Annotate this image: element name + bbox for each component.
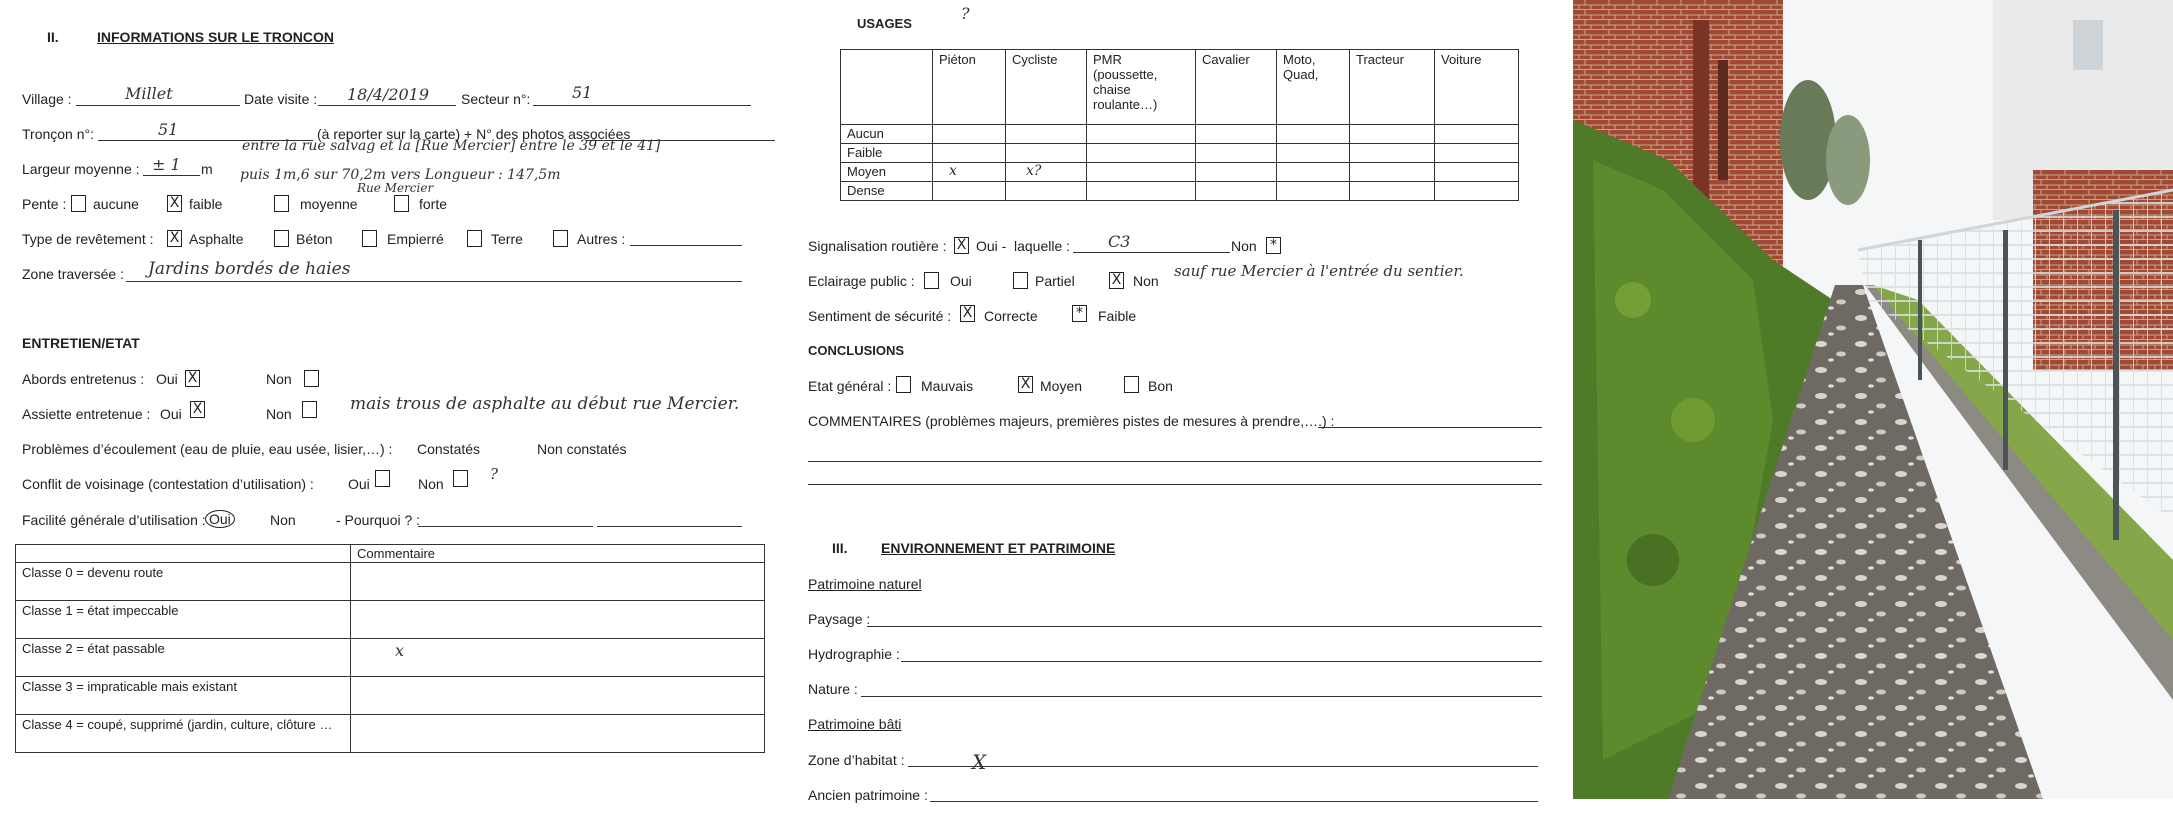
etat-mauvais-label: Mauvais xyxy=(921,378,974,394)
eclairage-handwritten-note: sauf rue Mercier à l'entrée du sentier. xyxy=(1174,262,1464,280)
usages-cell[interactable] xyxy=(1435,125,1519,144)
signal-non-label: Non xyxy=(1231,238,1257,254)
date-label: Date visite : xyxy=(244,91,318,107)
signal-value[interactable]: C3 xyxy=(1108,232,1131,251)
etat-bon-checkbox[interactable] xyxy=(1124,376,1139,393)
section-title: INFORMATIONS SUR LE TRONCON xyxy=(97,29,334,45)
abords-non-label: Non xyxy=(266,371,292,387)
usages-cell[interactable] xyxy=(1006,144,1087,163)
revetement-autres-label: Autres : xyxy=(577,231,626,247)
securite-faible-checkbox[interactable]: * xyxy=(1072,305,1087,322)
etat-mauvais-checkbox[interactable] xyxy=(896,376,911,393)
usages-cell[interactable] xyxy=(1006,182,1087,201)
usages-handwritten-question: ? xyxy=(961,4,970,23)
usages-col-cycliste: Cycliste xyxy=(1006,50,1087,125)
usages-header-empty xyxy=(841,50,933,125)
revetement-asphalte-checkbox[interactable]: X xyxy=(167,230,182,247)
pente-forte-label: forte xyxy=(419,196,448,212)
commentaires-label: COMMENTAIRES (problèmes majeurs, premières pistes de mesures à prendre,….) : xyxy=(808,413,1335,429)
usages-cell[interactable] xyxy=(1350,144,1435,163)
signal-oui-checkbox[interactable]: X xyxy=(954,237,969,254)
table-row xyxy=(841,125,1519,144)
revetement-terre-checkbox[interactable] xyxy=(467,230,482,247)
ancien-label: Ancien patrimoine : xyxy=(808,787,928,803)
table-row xyxy=(16,563,765,601)
usages-col-tracteur: Tracteur xyxy=(1350,50,1435,125)
usages-col-voiture: Voiture xyxy=(1435,50,1519,125)
largeur-label: Largeur moyenne : xyxy=(22,161,140,177)
patrimoine-naturel-title: Patrimoine naturel xyxy=(808,576,922,592)
usages-col-pmr: PMR (poussette, chaise roulante…) xyxy=(1087,50,1196,125)
ancien-line[interactable] xyxy=(930,801,1538,802)
abords-label: Abords entretenus : xyxy=(22,371,145,387)
assiette-non-checkbox[interactable] xyxy=(302,401,317,418)
usages-cell[interactable] xyxy=(1277,125,1350,144)
usages-table xyxy=(840,49,1519,201)
class-comment[interactable] xyxy=(351,563,765,601)
pente-moyenne-label: moyenne xyxy=(300,196,358,212)
table-row xyxy=(841,144,1519,163)
paysage-label: Paysage : xyxy=(808,611,871,627)
usages-cell[interactable] xyxy=(933,125,1006,144)
secteur-label: Secteur n°: xyxy=(461,91,531,107)
usages-cell[interactable] xyxy=(1350,125,1435,144)
usages-cell[interactable] xyxy=(1350,182,1435,201)
usages-row-label: Moyen xyxy=(841,163,933,182)
table-row xyxy=(841,163,1519,182)
class-label: Classe 1 = état impeccable xyxy=(16,601,351,639)
village-label: Village : xyxy=(22,91,72,107)
patrimoine-bati-title: Patrimoine bâti xyxy=(808,716,902,732)
assiette-non-label: Non xyxy=(266,406,292,422)
securite-faible-label: Faible xyxy=(1098,308,1137,324)
section-number: II. xyxy=(47,29,59,45)
nature-line[interactable] xyxy=(861,696,1542,697)
village-value[interactable]: Millet xyxy=(125,84,173,103)
zone-label: Zone traversée : xyxy=(22,266,124,282)
class-comment[interactable] xyxy=(351,601,765,639)
usages-cell[interactable] xyxy=(1277,182,1350,201)
paysage-line[interactable] xyxy=(867,626,1542,627)
usages-cell[interactable]: x? xyxy=(1006,163,1087,182)
usages-cell[interactable] xyxy=(1006,125,1087,144)
signal-label: Signalisation routière : xyxy=(808,238,947,254)
revetement-beton-label: Béton xyxy=(296,231,333,247)
eclairage-label: Eclairage public : xyxy=(808,273,915,289)
securite-label: Sentiment de sécurité : xyxy=(808,308,952,324)
table-row xyxy=(841,182,1519,201)
assiette-oui-checkbox[interactable]: X xyxy=(190,401,205,418)
usages-cell[interactable] xyxy=(933,182,1006,201)
securite-correcte-checkbox[interactable]: X xyxy=(960,305,975,322)
facilite-oui-option[interactable]: Oui xyxy=(205,510,235,528)
abords-oui-label: Oui xyxy=(156,371,178,387)
class-table-header-comment: Commentaire xyxy=(351,545,765,563)
table-row xyxy=(16,601,765,639)
troncon-label: Tronçon n°: xyxy=(22,126,95,142)
usages-cell[interactable]: x xyxy=(933,163,1006,182)
usages-cell[interactable] xyxy=(1087,182,1196,201)
pente-label: Pente : xyxy=(22,196,67,212)
conflit-oui-label: Oui xyxy=(348,476,370,492)
commentaires-line[interactable] xyxy=(1318,427,1542,428)
pente-faible-label: faible xyxy=(189,196,223,212)
revetement-asphalte-label: Asphalte xyxy=(189,231,244,247)
commentaires-line[interactable] xyxy=(808,484,1542,485)
eclairage-partiel-label: Partiel xyxy=(1035,273,1075,289)
class-table xyxy=(15,544,765,753)
eclairage-non-label: Non xyxy=(1133,273,1159,289)
usages-row-label: Dense xyxy=(841,182,933,201)
habitat-label: Zone d’habitat : xyxy=(808,752,905,768)
class-comment[interactable]: x xyxy=(351,639,765,677)
facilite-label: Facilité générale d’utilisation : xyxy=(22,512,206,528)
facilite-pourquoi-label: - Pourquoi ? : xyxy=(336,512,421,528)
usages-cell[interactable] xyxy=(1435,163,1519,182)
entretien-title: ENTRETIEN/ETAT xyxy=(22,335,140,351)
etat-moyen-label: Moyen xyxy=(1040,378,1083,394)
pente-aucune-label: aucune xyxy=(93,196,139,212)
revetement-autres-checkbox[interactable] xyxy=(553,230,568,247)
habitat-line[interactable] xyxy=(908,766,1538,767)
etat-label: Etat général : xyxy=(808,378,892,394)
usages-cell[interactable] xyxy=(1277,144,1350,163)
eclairage-oui-checkbox[interactable] xyxy=(924,272,939,289)
eclairage-non-checkbox[interactable]: X xyxy=(1109,272,1124,289)
largeur-handwritten-note-2: Rue Mercier xyxy=(357,181,434,195)
usages-row-label: Faible xyxy=(841,144,933,163)
commentaires-line[interactable] xyxy=(808,461,1542,462)
signal-oui-label: Oui - xyxy=(976,238,1007,254)
usages-cell[interactable] xyxy=(1196,182,1277,201)
eclairage-oui-label: Oui xyxy=(950,273,972,289)
table-row xyxy=(16,677,765,715)
conflit-non-checkbox[interactable] xyxy=(453,470,468,487)
ecoulement-non-constates[interactable]: Non constatés xyxy=(537,441,627,457)
usages-row-label: Aucun xyxy=(841,125,933,144)
usages-cell[interactable] xyxy=(1435,182,1519,201)
pente-faible-checkbox[interactable]: X xyxy=(167,195,182,212)
usages-cell[interactable] xyxy=(933,144,1006,163)
path-photo xyxy=(1573,0,2173,799)
ecoulement-constates[interactable]: Constatés xyxy=(417,441,481,457)
troncon-note: (à reporter sur la carte) + N° des photos associées xyxy=(317,126,631,142)
revetement-beton-checkbox[interactable] xyxy=(274,230,289,247)
pente-aucune-checkbox[interactable] xyxy=(71,195,86,212)
etat-bon-label: Bon xyxy=(1148,378,1173,394)
usages-cell[interactable] xyxy=(1277,163,1350,182)
revetement-empierre-label: Empierré xyxy=(387,231,444,247)
assiette-handwritten-note: mais trous de asphalte au début rue Mercier. xyxy=(350,394,740,414)
assiette-oui-label: Oui xyxy=(160,406,182,422)
table-row xyxy=(16,715,765,753)
facilite-non-option[interactable]: Non xyxy=(270,512,296,528)
usages-cell[interactable] xyxy=(1196,144,1277,163)
securite-correcte-label: Correcte xyxy=(984,308,1038,324)
troncon-value[interactable]: 51 xyxy=(158,120,179,139)
abords-oui-checkbox[interactable]: X xyxy=(185,370,200,387)
usages-cell[interactable] xyxy=(1087,163,1196,182)
conflit-oui-checkbox[interactable] xyxy=(375,470,390,487)
etat-moyen-checkbox[interactable]: X xyxy=(1018,376,1033,393)
date-value[interactable]: 18/4/2019 xyxy=(347,85,430,104)
largeur-value[interactable]: ± 1 xyxy=(152,155,181,174)
class-label: Classe 3 = impraticable mais existant xyxy=(16,677,351,715)
usages-cell[interactable] xyxy=(1087,125,1196,144)
path-photo-illustration xyxy=(1573,0,2173,799)
usages-cell[interactable] xyxy=(1435,144,1519,163)
usages-col-cavalier: Cavalier xyxy=(1196,50,1277,125)
revetement-label: Type de revêtement : xyxy=(22,231,154,247)
usages-cell[interactable] xyxy=(1350,163,1435,182)
eclairage-partiel-checkbox[interactable] xyxy=(1013,272,1028,289)
table-row xyxy=(16,639,765,677)
pente-moyenne-checkbox[interactable] xyxy=(274,195,289,212)
usages-col-moto: Moto, Quad, xyxy=(1277,50,1350,125)
usages-cell[interactable] xyxy=(1196,125,1277,144)
revetement-empierre-checkbox[interactable] xyxy=(362,230,377,247)
abords-non-checkbox[interactable] xyxy=(304,370,319,387)
largeur-handwritten-note: puis 1m,6 sur 70,2m vers Longueur : 147,5m xyxy=(240,167,561,183)
class-label: Classe 0 = devenu route xyxy=(16,563,351,601)
class-label: Classe 4 = coupé, supprimé (jardin, culture, clôture … xyxy=(16,715,351,753)
conflit-handwritten-question: ? xyxy=(490,465,499,483)
revetement-terre-label: Terre xyxy=(491,231,523,247)
section3-title: ENVIRONNEMENT ET PATRIMOINE xyxy=(881,540,1116,556)
secteur-value[interactable]: 51 xyxy=(572,83,593,102)
signal-laquelle-label: laquelle : xyxy=(1014,238,1071,254)
usages-cell[interactable] xyxy=(1196,163,1277,182)
largeur-unit: m xyxy=(201,161,213,177)
nature-label: Nature : xyxy=(808,681,858,697)
section3-number: III. xyxy=(832,540,848,556)
hydro-line[interactable] xyxy=(901,661,1542,662)
class-label: Classe 2 = état passable xyxy=(16,639,351,677)
hydro-label: Hydrographie : xyxy=(808,646,900,662)
pente-forte-checkbox[interactable] xyxy=(394,195,409,212)
class-table-header-empty xyxy=(16,545,351,563)
conflit-non-label: Non xyxy=(418,476,444,492)
usages-col-pieton: Piéton xyxy=(933,50,1006,125)
signal-non-checkbox[interactable]: * xyxy=(1266,237,1281,254)
conclusions-title: CONCLUSIONS xyxy=(808,343,905,358)
ecoulement-label: Problèmes d’écoulement (eau de pluie, eau usée, lisier,…) : xyxy=(22,441,393,457)
zone-value[interactable]: Jardins bordés de haies xyxy=(148,259,351,279)
troncon-handwritten-note: entre la rue salvag et la [Rue Mercier] entre le 39 et le 41] xyxy=(242,138,661,154)
usages-title: USAGES xyxy=(857,16,912,31)
assiette-label: Assiette entretenue : xyxy=(22,406,151,422)
class-comment[interactable] xyxy=(351,677,765,715)
habitat-mark: X xyxy=(972,750,987,774)
usages-cell[interactable] xyxy=(1087,144,1196,163)
conflit-label: Conflit de voisinage (contestation d’utilisation) : xyxy=(22,476,314,492)
class-comment[interactable] xyxy=(351,715,765,753)
